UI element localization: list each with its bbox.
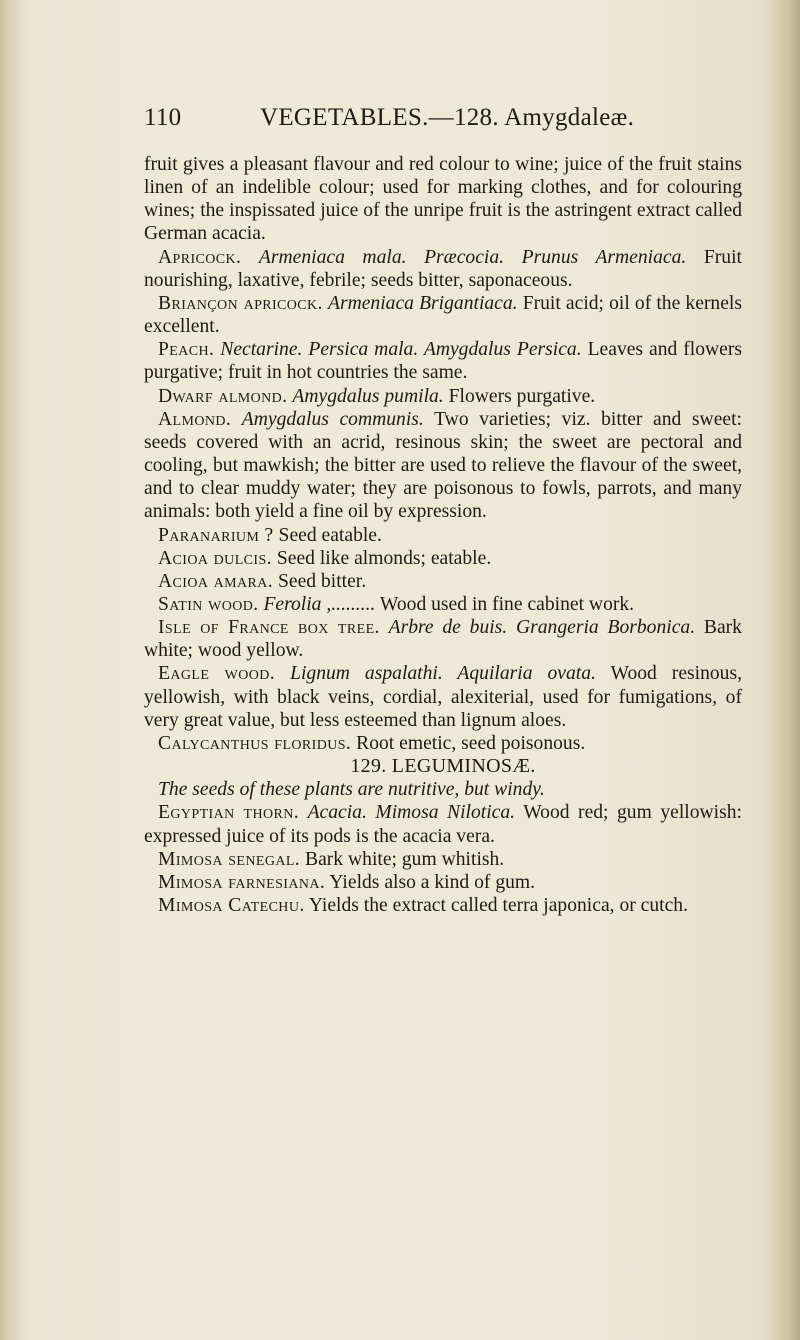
entry-name: Isle of France box tree. (158, 617, 380, 639)
entry-acioa-dulcis (144, 547, 742, 570)
entry-latin: Acacia. Mimosa Nilotica. (307, 802, 516, 824)
entry-latin: Arbre de buis. Grangeria Borbonica. (388, 617, 696, 639)
entry-calycanthus-floridus (144, 732, 742, 755)
entry-latin: Lignum aspalathi. Aquilaria ovata. (290, 663, 596, 685)
entry-text: Bark white; gum whitish. (305, 848, 505, 870)
entry-name: Egyptian thorn. (158, 802, 300, 824)
entry-latin: Nectarine. Persica mala. Amygdalus Persica. (220, 339, 582, 361)
entry-text: Yields also a kind of gum. (329, 871, 536, 893)
entry-text: Wood used in fine cabinet work. (379, 593, 635, 615)
entry-isle-of-france-box-tree (144, 616, 742, 662)
entry-apricock (144, 246, 742, 292)
entry-name: Calycanthus floridus. (158, 732, 352, 754)
entry-briancon-apricock (144, 292, 742, 338)
entry-name: Mimosa Catechu. (158, 895, 305, 916)
entry-acioa-amara (144, 570, 742, 593)
entry-text: Seed like almonds; eatable. (276, 547, 492, 569)
entry-name: Mimosa farnesiana. (158, 871, 326, 893)
body-text (144, 153, 742, 917)
entry-name: Satin wood. (158, 593, 259, 615)
entry-text: Seed eatable. (278, 524, 382, 546)
entry-name: Peach. (158, 339, 215, 361)
entry-satin-wood (144, 593, 742, 616)
section-intro: The seeds of these plants are nutritive, but windy. (158, 779, 545, 801)
entry-name: Acioa dulcis. (158, 547, 272, 569)
entry-text: Wood resinous, yellowish, with black veins, cordial, alexiterial, used for fumigations, of very great value, but less esteemed than lignum aloes. (144, 663, 743, 731)
entry-latin: Armeniaca mala. Præcocia. Prunus Armeniaca. (258, 246, 687, 268)
running-title: VEGETABLES.—128. Amygdaleæ. (260, 104, 635, 131)
entry-text: Seed bitter. (278, 570, 367, 592)
section-heading: 129. LEGUMINOSÆ. (350, 755, 536, 778)
entry-almond (144, 408, 742, 524)
entry-mimosa-senegal (144, 848, 742, 871)
entry-latin: Armeniaca Brigantiaca. (327, 292, 518, 314)
entry-latin: Ferolia ,......... (263, 593, 376, 615)
entry-name: Eagle wood. (158, 663, 276, 685)
entry-text: Fruit nourishing, laxative, febrile; seeds bitter, saponaceous. (144, 246, 742, 291)
entry-name: Dwarf almond. (158, 385, 288, 407)
page-edge-right (774, 0, 800, 1340)
entry-text: Leaves and flowers purgative; fruit in hot countries the same. (144, 339, 742, 384)
page-number: 110 (144, 104, 182, 131)
entry-name: Almond. (158, 408, 232, 430)
entry-name: Briançon apricock. (158, 292, 323, 314)
entry-eagle-wood (144, 662, 742, 731)
entry-text: Yields the extract called terra japonica, or cutch. (308, 895, 688, 916)
entry-text: Wood red; gum yellowish: expressed juice of its pods is the acacia vera. (144, 802, 742, 847)
entry-latin: Amygdalus pumila. (292, 385, 444, 407)
entry-mimosa-farnesiana (144, 871, 742, 894)
entry-name: Apricock. (158, 246, 242, 268)
entry-latin: Amygdalus communis. (241, 408, 424, 430)
intro-paragraph: fruit gives a pleasant flavour and red colour to wine; juice of the fruit stains linen of an indelible colour; used for marking clothes, and for colouring wines; the inspissated juice of the unripe fruit is the astringent extract called German acacia. (144, 154, 742, 245)
running-head (144, 104, 744, 138)
entry-text: Fruit acid; oil of the kernels excellent. (144, 292, 742, 338)
entry-text: Flowers purgative. (448, 385, 596, 407)
entry-name: Mimosa senegal. (158, 848, 301, 870)
entry-text: Root emetic, seed poisonous. (356, 732, 586, 754)
entry-dwarf-almond (144, 385, 742, 408)
entry-name: Paranarium ? (158, 524, 274, 546)
entry-text: Bark white; wood yellow. (144, 617, 742, 662)
entry-mimosa-catechu (144, 894, 742, 917)
entry-paranarium (144, 524, 742, 547)
entry-peach (144, 338, 742, 384)
entry-egyptian-thorn (144, 801, 742, 847)
entry-name: Acioa amara. (158, 570, 274, 592)
entry-text: Two varieties; viz. bitter and sweet: seeds covered with an acrid, resinous skin; the sweet are pectoral and cooling, but mawkish; the bitter are used to relieve the flavour of the sweet, and to clear muddy water; they are poisonous to fowls, parrots, and many animals: both yield a fine oil by expression. (144, 408, 742, 523)
page-gutter-left (0, 0, 22, 1340)
